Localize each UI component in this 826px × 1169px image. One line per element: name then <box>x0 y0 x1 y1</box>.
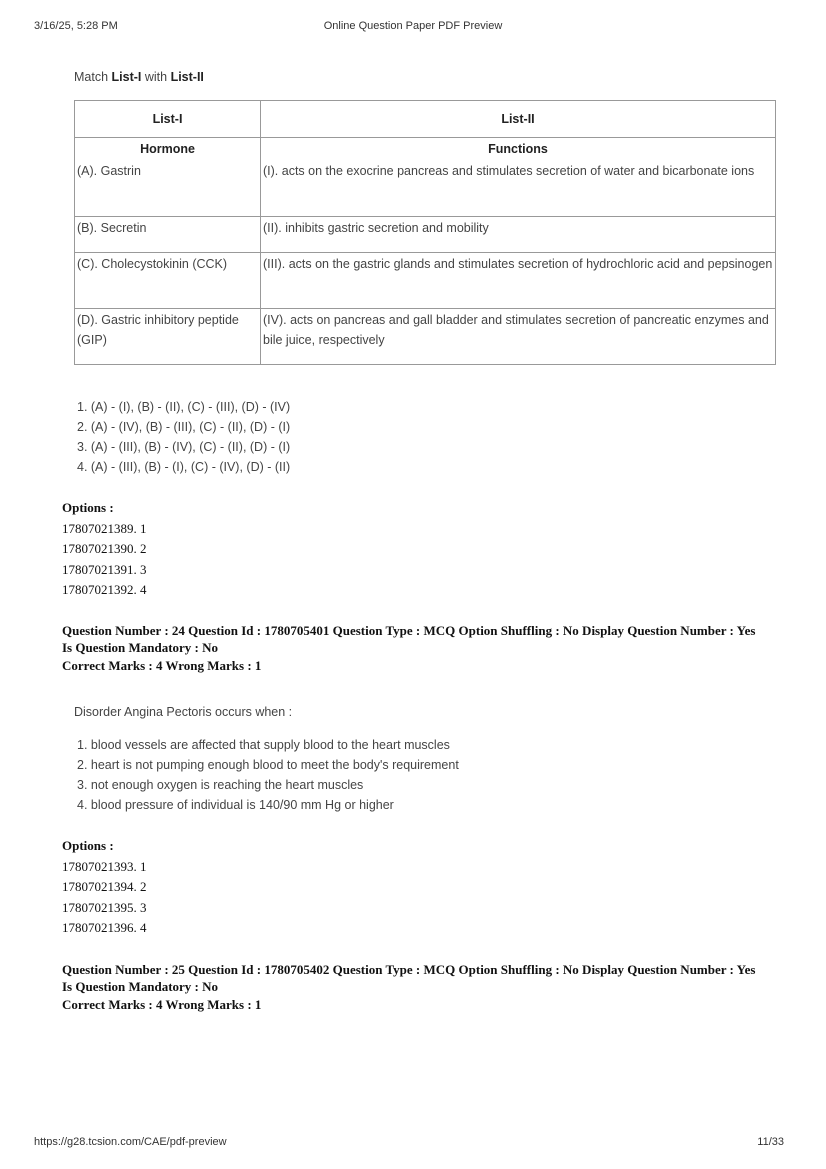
print-datetime: 3/16/25, 5:28 PM <box>34 20 118 32</box>
q24-options <box>62 836 147 939</box>
row-function: (IV). acts on pancreas and gall bladder and stimulates secretion of pancreatic enzymes and bile juice, respectively <box>261 308 776 364</box>
q24-choices <box>74 735 459 815</box>
list-item: 2. heart is not pumping enough blood to meet the body's requirement <box>77 758 459 772</box>
q24-meta-line1: Question Number : 24 Question Id : 1780705401 Question Type : MCQ Option Shuffling : No Display Question Number : Yes <box>62 623 756 638</box>
print-url: https://g28.tcsion.com/CAE/pdf-preview <box>34 1136 227 1148</box>
table-row <box>75 308 776 364</box>
q24-meta-line2: Is Question Mandatory : No <box>62 639 219 655</box>
col2-subheader: Functions <box>261 138 776 161</box>
match-table <box>74 100 776 365</box>
option-id: 17807021396. 4 <box>62 920 147 935</box>
option-id: 17807021390. 2 <box>62 541 147 556</box>
q24-question: Disorder Angina Pectoris occurs when : <box>74 705 293 719</box>
list-item: 2. (A) - (IV), (B) - (III), (C) - (II), (D) - (I) <box>77 420 291 434</box>
row-function: (I). acts on the exocrine pancreas and stimulates secretion of water and bicarbonate ions <box>261 160 776 216</box>
q24-meta <box>62 623 786 675</box>
q23-intro-mid: with <box>141 70 171 84</box>
list-item: 4. blood pressure of individual is 140/90 mm Hg or higher <box>77 798 394 812</box>
table-row <box>75 252 776 308</box>
option-id: 17807021391. 3 <box>62 561 147 577</box>
page-number: 11/33 <box>757 1136 784 1148</box>
row-function: (II). inhibits gastric secretion and mobility <box>261 216 776 252</box>
q23-intro-prefix: Match <box>74 70 112 84</box>
list-item: 3. (A) - (III), (B) - (IV), (C) - (II), (D) - (I) <box>77 440 291 454</box>
option-id: 17807021395. 3 <box>62 899 147 915</box>
q25-meta <box>62 962 786 1014</box>
col1-header: List-I <box>75 101 261 138</box>
q23-intro-list2: List-II <box>170 70 204 84</box>
option-id: 17807021394. 2 <box>62 879 147 894</box>
table-row <box>75 216 776 252</box>
match-table-subheader-row <box>75 138 776 161</box>
q23-choices <box>74 397 290 477</box>
q24-meta-line3: Correct Marks : 4 Wrong Marks : 1 <box>62 658 262 673</box>
row-hormone: (D). Gastric inhibitory peptide (GIP) <box>75 308 261 364</box>
row-hormone: (C). Cholecystokinin (CCK) <box>75 252 261 308</box>
q23-intro <box>74 70 204 84</box>
col1-subheader: Hormone <box>75 138 261 161</box>
list-item: 3. not enough oxygen is reaching the heart muscles <box>77 778 364 792</box>
row-function: (III). acts on the gastric glands and stimulates secretion of hydrochloric acid and pepsinogen <box>261 252 776 308</box>
list-item: 1. blood vessels are affected that supply blood to the heart muscles <box>77 738 450 752</box>
row-hormone: (B). Secretin <box>75 216 261 252</box>
options-title: Options : <box>62 838 114 853</box>
option-id: 17807021392. 4 <box>62 582 147 597</box>
row-hormone: (A). Gastrin <box>75 160 261 216</box>
q25-meta-line3: Correct Marks : 4 Wrong Marks : 1 <box>62 997 262 1012</box>
q25-meta-line2: Is Question Mandatory : No <box>62 978 219 994</box>
options-title: Options : <box>62 500 114 515</box>
option-id: 17807021393. 1 <box>62 858 147 874</box>
col2-header: List-II <box>261 101 776 138</box>
print-title: Online Question Paper PDF Preview <box>323 20 503 32</box>
q25-meta-line1: Question Number : 25 Question Id : 1780705402 Question Type : MCQ Option Shuffling : No Display Question Number : Yes <box>62 962 756 977</box>
q23-options <box>62 498 147 601</box>
option-id: 17807021389. 1 <box>62 520 147 536</box>
list-item: 1. (A) - (I), (B) - (II), (C) - (III), (D) - (IV) <box>77 400 291 414</box>
match-table-header-row <box>75 101 776 138</box>
table-row <box>75 160 776 216</box>
list-item: 4. (A) - (III), (B) - (I), (C) - (IV), (D) - (II) <box>77 460 291 474</box>
q23-intro-list1: List-I <box>111 70 142 84</box>
